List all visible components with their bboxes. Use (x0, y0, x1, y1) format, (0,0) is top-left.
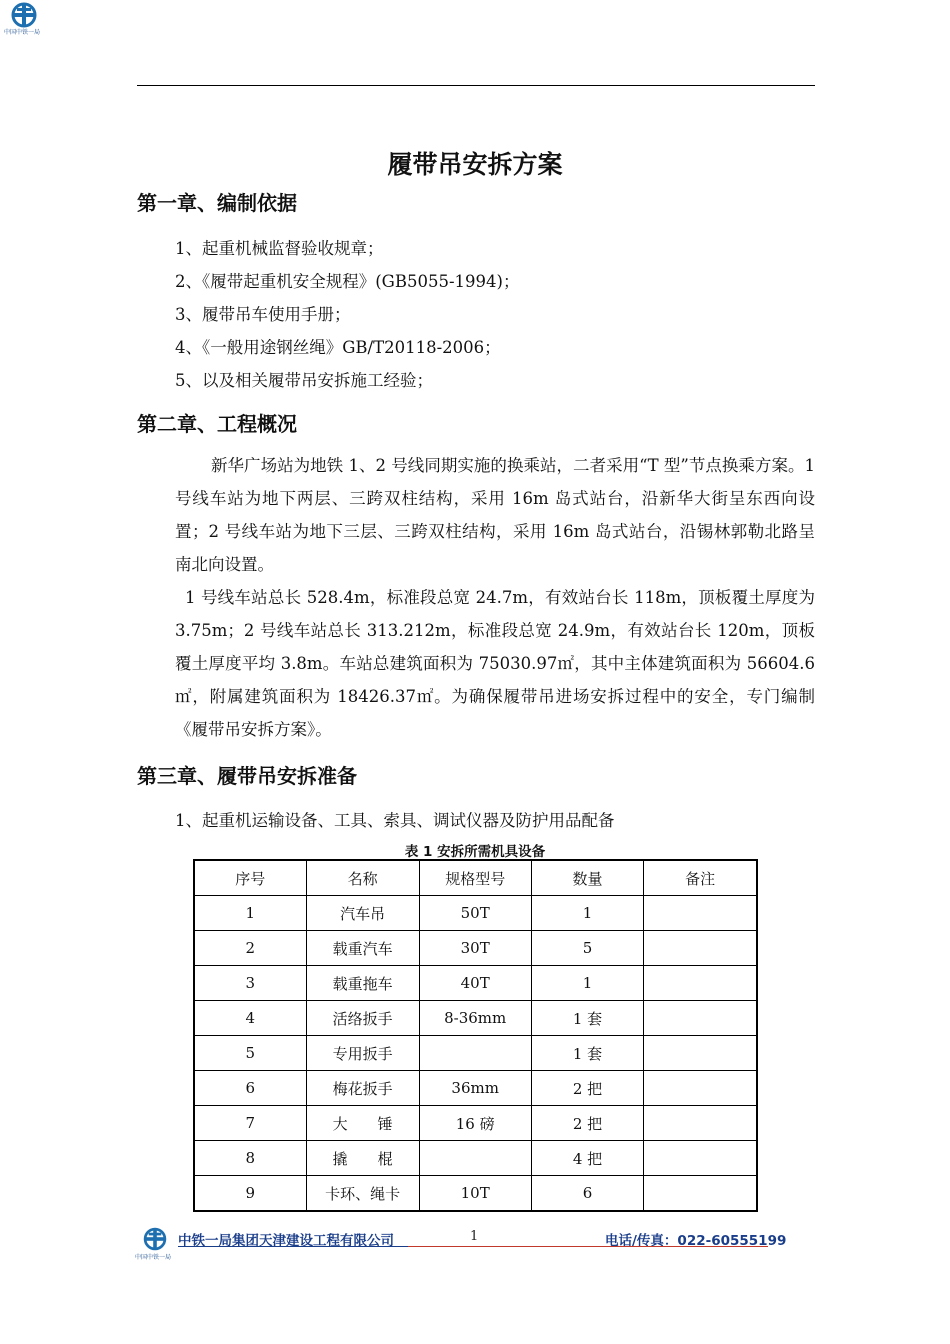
header-cell-name: 名称 (306, 860, 419, 896)
header-cell-quantity: 数量 (531, 860, 644, 896)
table-cell-index: 9 (194, 1176, 306, 1212)
table-cell-spec: 16 磅 (419, 1106, 531, 1141)
table-cell-name: 专用扳手 (306, 1036, 419, 1071)
table-cell-remarks (644, 1036, 757, 1071)
document-title: 履带吊安拆方案 (387, 150, 563, 179)
table-cell-quantity: 1 (531, 966, 644, 1001)
table-row (194, 931, 757, 966)
table-row (194, 896, 757, 931)
chapter-1-heading: 第一章、编制依据 (137, 191, 297, 215)
table-cell-quantity: 2 把 (531, 1106, 644, 1141)
table-cell-spec: 40T (419, 966, 531, 1001)
table-row (194, 1176, 757, 1212)
chapter-2-body (175, 449, 815, 746)
table-cell-remarks (644, 1001, 757, 1036)
table-cell-spec: 8-36mm (419, 1001, 531, 1036)
table-cell-spec: 36mm (419, 1071, 531, 1106)
logo-caption-footer: 中国中铁一局 (135, 1254, 172, 1261)
chapter-2-heading: 第二章、工程概况 (137, 412, 297, 436)
table-cell-name: 卡环、绳卡 (306, 1176, 419, 1212)
table-cell-quantity: 2 把 (531, 1071, 644, 1106)
table-cell-index: 6 (194, 1071, 306, 1106)
table-cell-remarks (644, 1106, 757, 1141)
footer-phone-fax: 电话/传真：022-60555199 (605, 1233, 787, 1249)
chapter-3-item-1: 1、起重机运输设备、工具、索具、调试仪器及防护用品配备 (175, 811, 615, 830)
chapter-2-paragraph-2: 1 号线车站总长 528.4m，标准段总宽 24.7m，有效站台长 118m，顶板覆土厚度为 3.75m；2 号线车站总长 313.212m，标准段总宽 24.9m，有效站台长 120m，顶板覆土厚度平均 3.8m。车站总建筑面积为 75030.97㎡，其中主体建筑面积为 56604.6㎡，附属建筑面积为 18426.37㎡。为确保履带吊进场安拆过程中的安全，专门编制《履带吊安拆方案》。 (175, 588, 815, 739)
footer-page-number: 1 (470, 1229, 479, 1244)
table-cell-name: 撬 棍 (306, 1141, 419, 1176)
table-cell-quantity: 6 (531, 1176, 644, 1212)
crcc-logo-icon (4, 2, 44, 28)
table-cell-index: 2 (194, 931, 306, 966)
table-row (194, 966, 757, 1001)
chapter-2-paragraph-1: 新华广场站为地铁 1、2 号线同期实施的换乘站，二者采用“T 型”节点换乘方案。1 号线车站为地下两层、三跨双柱结构，采用 16m 岛式站台，沿新华大街呈东西向设置；2 号线车站为地下三层、三跨双柱结构，采用 16m 岛式站台，沿锡林郭勒北路呈南北向设置。 (175, 456, 815, 574)
table-cell-index: 5 (194, 1036, 306, 1071)
chapter-1-item-2: 2、《履带起重机安全规程》(GB5055-1994)； (175, 272, 520, 291)
table-cell-spec: 10T (419, 1176, 531, 1212)
table-cell-index: 3 (194, 966, 306, 1001)
table-cell-quantity: 1 套 (531, 1036, 644, 1071)
chapter-1-item-1: 1、起重机械监督验收规章； (175, 239, 384, 258)
table-cell-name: 载重汽车 (306, 931, 419, 966)
table-cell-name: 汽车吊 (306, 896, 419, 931)
header-cell-spec: 规格型号 (419, 860, 531, 896)
table-row (194, 1071, 757, 1106)
table-cell-remarks (644, 896, 757, 931)
footer-company-name: 中铁一局集团天津建设工程有限公司 (178, 1233, 394, 1249)
table-cell-quantity: 1 套 (531, 1001, 644, 1036)
company-logo-top (4, 2, 44, 38)
table-cell-quantity: 1 (531, 896, 644, 931)
logo-caption-top: 中国中铁一局 (4, 29, 41, 36)
table-cell-remarks (644, 1176, 757, 1212)
chapter-3-heading: 第三章、履带吊安拆准备 (137, 764, 357, 788)
table-row (194, 1141, 757, 1176)
table-cell-index: 8 (194, 1141, 306, 1176)
table-cell-quantity: 4 把 (531, 1141, 644, 1176)
table-cell-spec: 50T (419, 896, 531, 931)
crcc-logo-footer-icon (137, 1226, 173, 1252)
footer-divider-red (408, 1246, 768, 1247)
table-header-row (194, 860, 757, 896)
table-row (194, 1106, 757, 1141)
table-cell-remarks (644, 931, 757, 966)
table-cell-spec (419, 1141, 531, 1176)
footer-divider-blue (178, 1246, 408, 1247)
table-row (194, 1001, 757, 1036)
table-cell-spec: 30T (419, 931, 531, 966)
table-cell-index: 1 (194, 896, 306, 931)
table-cell-name: 大 锤 (306, 1106, 419, 1141)
table-row (194, 1036, 757, 1071)
table-cell-index: 4 (194, 1001, 306, 1036)
header-divider (137, 85, 815, 86)
table-cell-name: 活络扳手 (306, 1001, 419, 1036)
company-logo-footer (137, 1226, 173, 1260)
header-cell-remarks: 备注 (644, 860, 757, 896)
equipment-table (193, 859, 758, 1212)
table-cell-quantity: 5 (531, 931, 644, 966)
table-caption: 表 1 安拆所需机具设备 (404, 844, 546, 860)
table-body (194, 896, 757, 1212)
chapter-1-item-3: 3、履带吊车使用手册； (175, 305, 351, 324)
chapter-1-item-4: 4、《一般用途钢丝绳》GB/T20118-2006； (175, 338, 501, 357)
table-cell-index: 7 (194, 1106, 306, 1141)
table-cell-remarks (644, 1071, 757, 1106)
chapter-1-item-5: 5、以及相关履带吊安拆施工经验； (175, 371, 433, 390)
table-cell-remarks (644, 1141, 757, 1176)
header-cell-index: 序号 (194, 860, 306, 896)
table-cell-name: 梅花扳手 (306, 1071, 419, 1106)
table-cell-remarks (644, 966, 757, 1001)
table-cell-name: 载重拖车 (306, 966, 419, 1001)
table-cell-spec (419, 1036, 531, 1071)
